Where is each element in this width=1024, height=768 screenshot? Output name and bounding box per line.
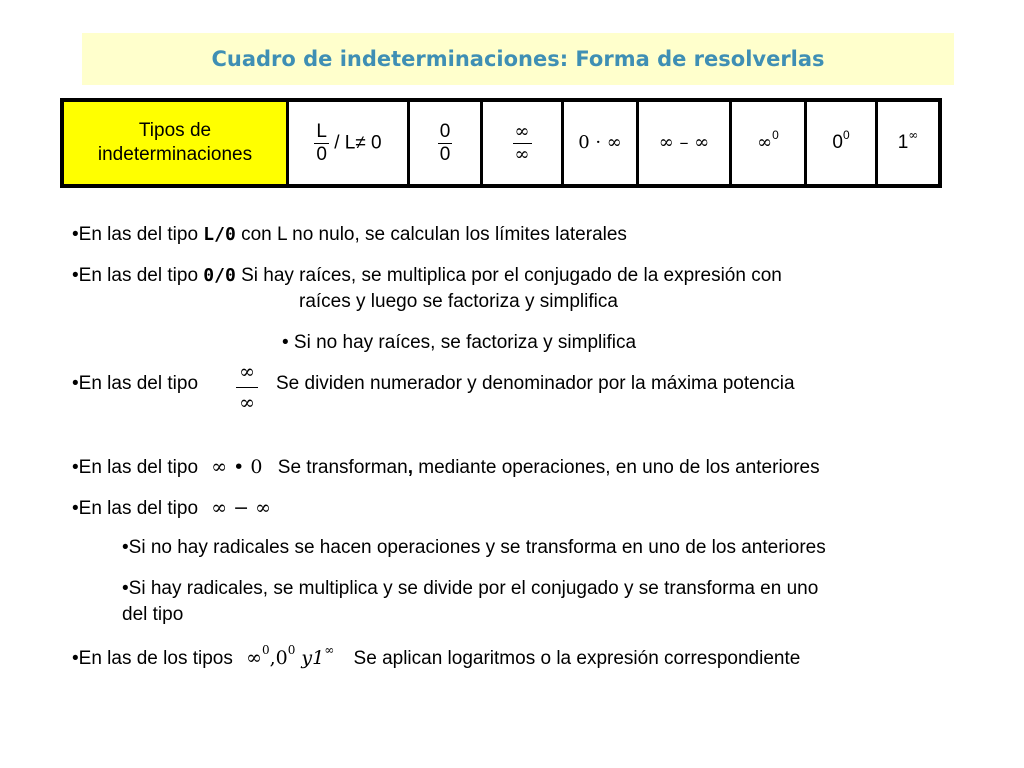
fraction-denominator: ∞: [514, 143, 530, 165]
note-radicals-cont: del tipo: [122, 604, 184, 625]
note-no-roots: • Si no hay raíces, se factoriza y simplifica: [282, 332, 637, 353]
note-text: con L no nulo, se calculan los límites laterales: [235, 224, 627, 245]
note-inf-times-zero: [72, 456, 820, 479]
fraction-denominator: 0: [439, 143, 451, 165]
fraction-numerator: ∞: [514, 120, 530, 142]
math-exponent: ∞: [324, 643, 335, 657]
note-inf-over-inf-post: Se dividen numerador y denominador por la máxima potencia: [276, 373, 795, 394]
math-part: ∞: [246, 647, 262, 669]
note-text: mediante operaciones, en uno de los anteriores: [412, 457, 820, 478]
label-line-1: Tipos de: [138, 120, 212, 141]
note-text: •En las del tipo: [72, 224, 204, 245]
fraction-denominator: ∞: [239, 392, 255, 414]
math-part: y1: [295, 647, 325, 669]
note-text: •En las de los tipos: [72, 648, 233, 669]
expr-exponent: 0: [772, 128, 779, 142]
math-inf-times-zero: ∞ • 0: [211, 456, 263, 478]
fraction-bar: [236, 387, 258, 388]
note-text: •En las del tipo: [72, 457, 199, 478]
expr-zero-times-inf: 0 · ∞: [578, 132, 622, 153]
fraction-numerator: ∞: [239, 361, 255, 383]
note-inf-over-inf-pre: •En las del tipo: [72, 373, 199, 394]
note-bold: L/0: [203, 224, 236, 245]
condition-text: / L≠ 0: [334, 132, 382, 154]
note-text: Si hay raíces, se multiplica por el conjugado de la expresión con: [235, 265, 782, 286]
expr-base: ∞: [757, 132, 773, 153]
note-text: •En las del tipo: [72, 498, 199, 519]
math-part: ,0: [269, 647, 288, 669]
note-radicals: •Si hay radicales, se multiplica y se divide por el conjugado y se transforma en uno: [122, 578, 819, 599]
note-text: Se aplican logaritmos o la expresión correspondiente: [353, 648, 801, 669]
note-inf-minus-inf: [72, 497, 271, 520]
fraction-denominator: 0: [316, 143, 327, 165]
expr-exponent: 0: [842, 128, 850, 142]
expr-inf-minus-inf: ∞ – ∞: [658, 132, 710, 153]
note-no-radicals: •Si no hay radicales se hacen operaciones y se transforma en uno de los anteriores: [122, 537, 826, 558]
note-text: •En las del tipo: [72, 265, 204, 286]
expr-exponent: ∞: [908, 128, 919, 142]
label-line-2: indeterminaciones: [97, 144, 253, 165]
fraction-numerator: L: [316, 120, 327, 142]
note-bold-comma: ,: [407, 457, 413, 478]
expr-base: 0: [832, 132, 843, 153]
math-inf-minus-inf: ∞ − ∞: [211, 497, 271, 519]
math-exponent: 0: [287, 643, 296, 657]
note-text: Se transforman: [277, 457, 408, 478]
math-exponential-types: [246, 643, 335, 669]
fraction-inf-inf-inline: [236, 361, 258, 414]
page-title: Cuadro de indeterminaciones: Forma de resolverlas: [211, 47, 825, 71]
math-exponent: 0: [261, 643, 270, 657]
expr-base: 1: [897, 132, 909, 153]
note-bold: 0/0: [203, 265, 236, 286]
note-zero-over-zero-cont: raíces y luego se factoriza y simplifica: [299, 291, 618, 312]
fraction-numerator: 0: [439, 120, 451, 142]
note-l-over-zero: [72, 224, 627, 246]
note-zero-over-zero: [72, 265, 782, 287]
note-exponential-types: [72, 643, 801, 670]
